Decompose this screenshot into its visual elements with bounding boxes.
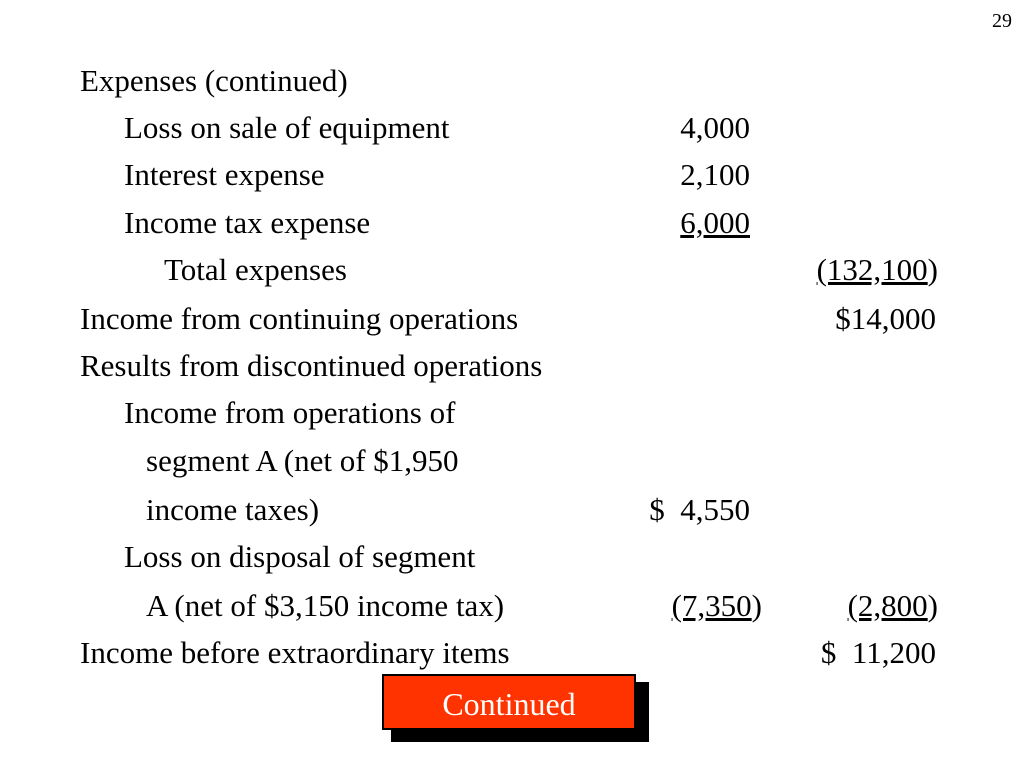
total-paren: ) [927, 588, 938, 623]
total-value: (2,800 [847, 588, 928, 623]
row-total: $ 11,200 [820, 635, 936, 670]
statement-row [0, 583, 1024, 629]
statement-row [0, 247, 1024, 293]
amount-value: (7,350 [671, 588, 752, 623]
statement-row [0, 487, 1024, 533]
row-label: Income tax expense [124, 205, 371, 240]
row-amount: 4,000 [680, 110, 750, 145]
statement-row [0, 630, 1024, 676]
statement-row [0, 296, 1024, 342]
statement-row [0, 105, 1024, 151]
statement-row [0, 438, 1024, 484]
row-label: Total expenses [164, 252, 347, 287]
row-label: income taxes) [146, 492, 320, 527]
row-label: segment A (net of $1,950 [146, 443, 459, 478]
row-label: Loss on disposal of segment [124, 539, 476, 574]
statement-row [0, 343, 1024, 389]
continued-button[interactable]: Continued [382, 674, 636, 730]
row-label: Results from discontinued operations [80, 348, 543, 383]
row-amount: 6,000 [680, 205, 750, 240]
row-amount [662, 583, 762, 629]
page-number: 29 [992, 10, 1012, 32]
row-label: Income before extraordinary items [80, 635, 510, 670]
statement-row [0, 200, 1024, 246]
statement-row [0, 390, 1024, 436]
total-paren: ) [927, 252, 938, 287]
total-value: (132,100 [816, 252, 928, 287]
row-label: Interest expense [124, 157, 325, 192]
row-total [826, 583, 938, 629]
row-label: Loss on sale of equipment [124, 110, 450, 145]
row-total [817, 247, 938, 293]
row-label: A (net of $3,150 income tax) [146, 588, 505, 623]
amount-paren: ) [751, 588, 762, 623]
statement-row [0, 58, 1024, 104]
statement-row [0, 534, 1024, 580]
row-label: Expenses (continued) [80, 63, 348, 98]
row-amount: 2,100 [680, 157, 750, 192]
statement-row [0, 152, 1024, 198]
row-amount: $ 4,550 [649, 492, 750, 527]
row-total: $14,000 [835, 301, 936, 336]
row-label: Income from continuing operations [80, 301, 519, 336]
row-label: Income from operations of [124, 395, 456, 430]
